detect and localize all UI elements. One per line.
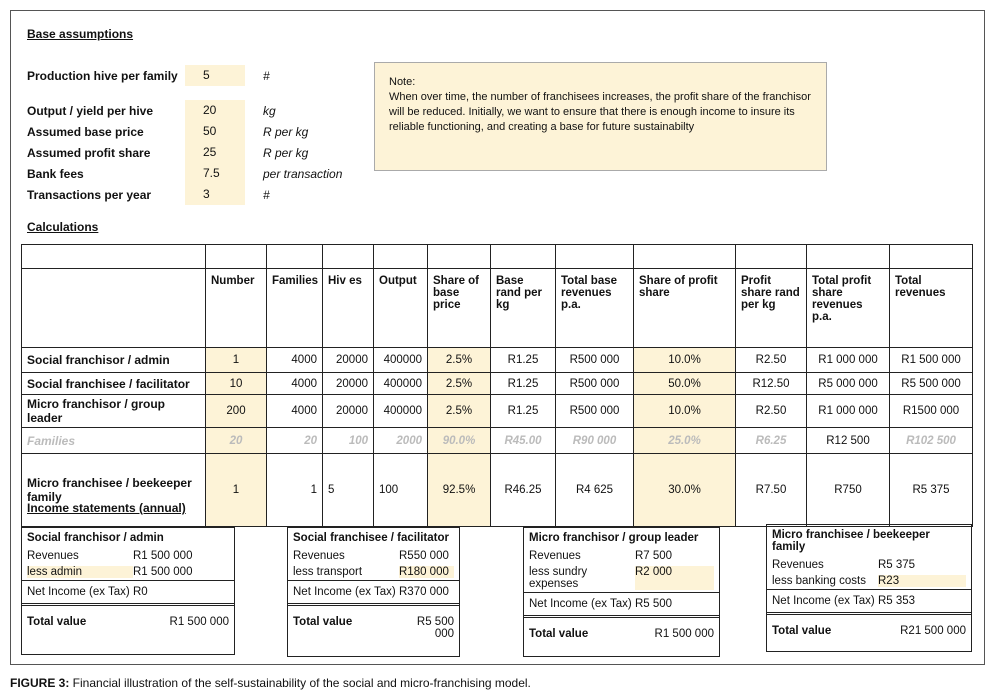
note-text: When over time, the number of franchisees increases, the profit share of the franchisor will be reduced. Initially, we want to ensure that there is enough income to insure its reliable functioning, and creating a base for future sustainabilty bbox=[389, 91, 811, 133]
figure-caption bbox=[10, 676, 531, 690]
table-cell: 4000 bbox=[267, 373, 323, 395]
income-statement-box bbox=[766, 524, 972, 652]
less-value[interactable]: R1 500 000 bbox=[133, 566, 193, 578]
assumption-value[interactable]: 20 bbox=[185, 100, 245, 121]
column-header: Base rand per kg bbox=[491, 269, 556, 348]
calculations-heading: Calculations bbox=[27, 220, 99, 234]
table-cell: 20000 bbox=[323, 395, 374, 428]
assumption-value[interactable]: 50 bbox=[185, 121, 245, 142]
note-title: Note: bbox=[389, 76, 416, 88]
assumption-label: Output / yield per hive bbox=[27, 104, 154, 118]
table-cell: R6.25 bbox=[736, 428, 807, 454]
table-cell: 2.5% bbox=[428, 373, 491, 395]
table-cell: R5 500 000 bbox=[890, 373, 973, 395]
table-cell: 400000 bbox=[374, 395, 428, 428]
total-value: R21 500 000 bbox=[900, 625, 966, 637]
table-cell: 1 bbox=[267, 454, 323, 527]
table-cell: R1 000 000 bbox=[807, 395, 890, 428]
column-header: Total revenues bbox=[890, 269, 973, 348]
income-heading: Income statements (annual) bbox=[27, 501, 186, 515]
table-cell: 100 bbox=[323, 428, 374, 454]
table-cell: 1 bbox=[206, 454, 267, 527]
table-cell: 1 bbox=[206, 348, 267, 373]
revenues-label: Revenues bbox=[27, 550, 79, 562]
row-label: Micro franchisor / group leader bbox=[22, 395, 206, 428]
table-cell: 92.5% bbox=[428, 454, 491, 527]
total-value-label: Total value bbox=[293, 616, 353, 628]
row-label: Families bbox=[22, 428, 206, 454]
assumption-unit: # bbox=[263, 188, 270, 202]
table-cell: 4000 bbox=[267, 395, 323, 428]
table-cell: R1.25 bbox=[491, 348, 556, 373]
calculations-table bbox=[21, 244, 973, 527]
table-cell: R45.00 bbox=[491, 428, 556, 454]
assumption-unit: kg bbox=[263, 104, 276, 118]
assumption-unit: # bbox=[263, 69, 270, 83]
income-box-title: Social franchisor / admin bbox=[27, 532, 164, 544]
revenues-value: R550 000 bbox=[399, 550, 449, 562]
caption-label: FIGURE 3: bbox=[10, 676, 70, 690]
column-header: Profit share rand per kg bbox=[736, 269, 807, 348]
table-cell: R500 000 bbox=[556, 373, 634, 395]
column-header bbox=[22, 269, 206, 348]
column-header: Share of base price bbox=[428, 269, 491, 348]
revenues-value: R1 500 000 bbox=[133, 550, 193, 562]
column-header: Output bbox=[374, 269, 428, 348]
less-value[interactable]: R23 bbox=[878, 575, 966, 587]
row-label: Social franchisee / facilitator bbox=[22, 373, 206, 395]
table-cell: R750 bbox=[807, 454, 890, 527]
assumption-unit: per transaction bbox=[263, 167, 343, 181]
net-income-value: R370 000 bbox=[399, 586, 449, 598]
table-cell: 200 bbox=[206, 395, 267, 428]
assumption-unit: R per kg bbox=[263, 125, 309, 139]
table-cell: R46.25 bbox=[491, 454, 556, 527]
less-value[interactable]: R180 000 bbox=[399, 566, 454, 578]
table-cell: 2.5% bbox=[428, 395, 491, 428]
revenues-value: R5 375 bbox=[878, 559, 916, 571]
table-cell: R12 500 bbox=[807, 428, 890, 454]
column-header: Share of profit share bbox=[634, 269, 736, 348]
table-row bbox=[22, 348, 973, 373]
column-header: Total base revenues p.a. bbox=[556, 269, 634, 348]
base-assumptions-heading: Base assumptions bbox=[27, 27, 134, 41]
table-cell: 2.5% bbox=[428, 348, 491, 373]
table-cell: R5 375 bbox=[890, 454, 973, 527]
income-box-title: Social franchisee / facilitator bbox=[293, 532, 449, 544]
assumption-value[interactable]: 25 bbox=[185, 142, 245, 163]
total-value: R5 500 000 bbox=[416, 616, 454, 640]
table-cell: 10.0% bbox=[634, 348, 736, 373]
assumption-label: Assumed profit share bbox=[27, 146, 151, 160]
table-row bbox=[22, 395, 973, 428]
revenues-value: R7 500 bbox=[635, 550, 673, 562]
table-cell: 100 bbox=[374, 454, 428, 527]
net-income-label: Net Income (ex Tax) bbox=[529, 598, 632, 610]
table-cell: R90 000 bbox=[556, 428, 634, 454]
table-cell: 20000 bbox=[323, 373, 374, 395]
table-cell: 10 bbox=[206, 373, 267, 395]
assumption-label: Transactions per year bbox=[27, 188, 152, 202]
table-cell: R5 000 000 bbox=[807, 373, 890, 395]
table-cell: R2.50 bbox=[736, 395, 807, 428]
assumption-label: Bank fees bbox=[27, 167, 84, 181]
table-cell: R1.25 bbox=[491, 395, 556, 428]
column-header: Total profit share revenues p.a. bbox=[807, 269, 890, 348]
assumption-unit: R per kg bbox=[263, 146, 309, 160]
table-cell: 25.0% bbox=[634, 428, 736, 454]
table-cell: 4000 bbox=[267, 348, 323, 373]
table-cell: R1 000 000 bbox=[807, 348, 890, 373]
table-cell: 400000 bbox=[374, 348, 428, 373]
table-cell: R12.50 bbox=[736, 373, 807, 395]
row-label: Micro franchisee / beekeeper family bbox=[22, 454, 206, 527]
revenues-label: Revenues bbox=[772, 559, 824, 571]
table-cell: 400000 bbox=[374, 373, 428, 395]
net-income-label: Net Income (ex Tax) bbox=[27, 586, 130, 598]
table-cell: R1 500 000 bbox=[890, 348, 973, 373]
assumption-label: Assumed base price bbox=[27, 125, 144, 139]
total-value: R1 500 000 bbox=[169, 616, 229, 628]
table-cell: 20 bbox=[267, 428, 323, 454]
revenues-label: Revenues bbox=[293, 550, 345, 562]
table-cell: R500 000 bbox=[556, 348, 634, 373]
net-income-label: Net Income (ex Tax) bbox=[293, 586, 396, 598]
table-cell: 90.0% bbox=[428, 428, 491, 454]
table-cell: R1500 000 bbox=[890, 395, 973, 428]
assumption-value[interactable]: 7.5 bbox=[185, 163, 245, 184]
net-income-value: R5 500 bbox=[635, 598, 673, 610]
total-value: R1 500 000 bbox=[654, 628, 714, 640]
less-value[interactable]: R2 000 bbox=[635, 566, 714, 590]
note-box bbox=[374, 62, 827, 171]
caption-text: Financial illustration of the self-sustainability of the social and micro-franchising model. bbox=[69, 676, 531, 690]
income-statement-box bbox=[523, 527, 720, 657]
income-box-title: Micro franchisor / group leader bbox=[529, 532, 699, 544]
table-row bbox=[22, 428, 973, 454]
table-cell: 30.0% bbox=[634, 454, 736, 527]
table-cell: R102 500 bbox=[890, 428, 973, 454]
column-header: Number bbox=[206, 269, 267, 348]
income-box-title: Micro franchisee / beekeeper family bbox=[772, 529, 930, 553]
table-cell: R1.25 bbox=[491, 373, 556, 395]
total-value-label: Total value bbox=[529, 628, 589, 640]
table-cell: 20 bbox=[206, 428, 267, 454]
column-header: Hiv es bbox=[323, 269, 374, 348]
table-row bbox=[22, 454, 973, 527]
income-statement-box bbox=[21, 527, 235, 655]
less-label: less transport bbox=[293, 566, 363, 578]
less-label: less banking costs bbox=[772, 575, 866, 587]
table-row bbox=[22, 373, 973, 395]
income-statement-box bbox=[287, 527, 460, 657]
table-cell: R7.50 bbox=[736, 454, 807, 527]
less-label: less admin bbox=[27, 566, 133, 578]
table-cell: 10.0% bbox=[634, 395, 736, 428]
table-cell: 2000 bbox=[374, 428, 428, 454]
table-cell: 20000 bbox=[323, 348, 374, 373]
table-cell: R500 000 bbox=[556, 395, 634, 428]
row-label: Social franchisor / admin bbox=[22, 348, 206, 373]
assumption-value[interactable]: 3 bbox=[185, 184, 245, 205]
net-income-value: R0 bbox=[133, 586, 148, 598]
net-income-value: R5 353 bbox=[878, 595, 916, 607]
assumption-value[interactable]: 5 bbox=[185, 65, 245, 86]
total-value-label: Total value bbox=[27, 616, 87, 628]
total-value-label: Total value bbox=[772, 625, 832, 637]
less-label: less sundry expenses bbox=[529, 566, 588, 590]
net-income-label: Net Income (ex Tax) bbox=[772, 595, 875, 607]
column-header: Families bbox=[267, 269, 323, 348]
table-cell: 50.0% bbox=[634, 373, 736, 395]
revenues-label: Revenues bbox=[529, 550, 581, 562]
table-cell: 5 bbox=[323, 454, 374, 527]
table-cell: R2.50 bbox=[736, 348, 807, 373]
table-cell: R4 625 bbox=[556, 454, 634, 527]
assumption-label: Production hive per family bbox=[27, 69, 178, 83]
